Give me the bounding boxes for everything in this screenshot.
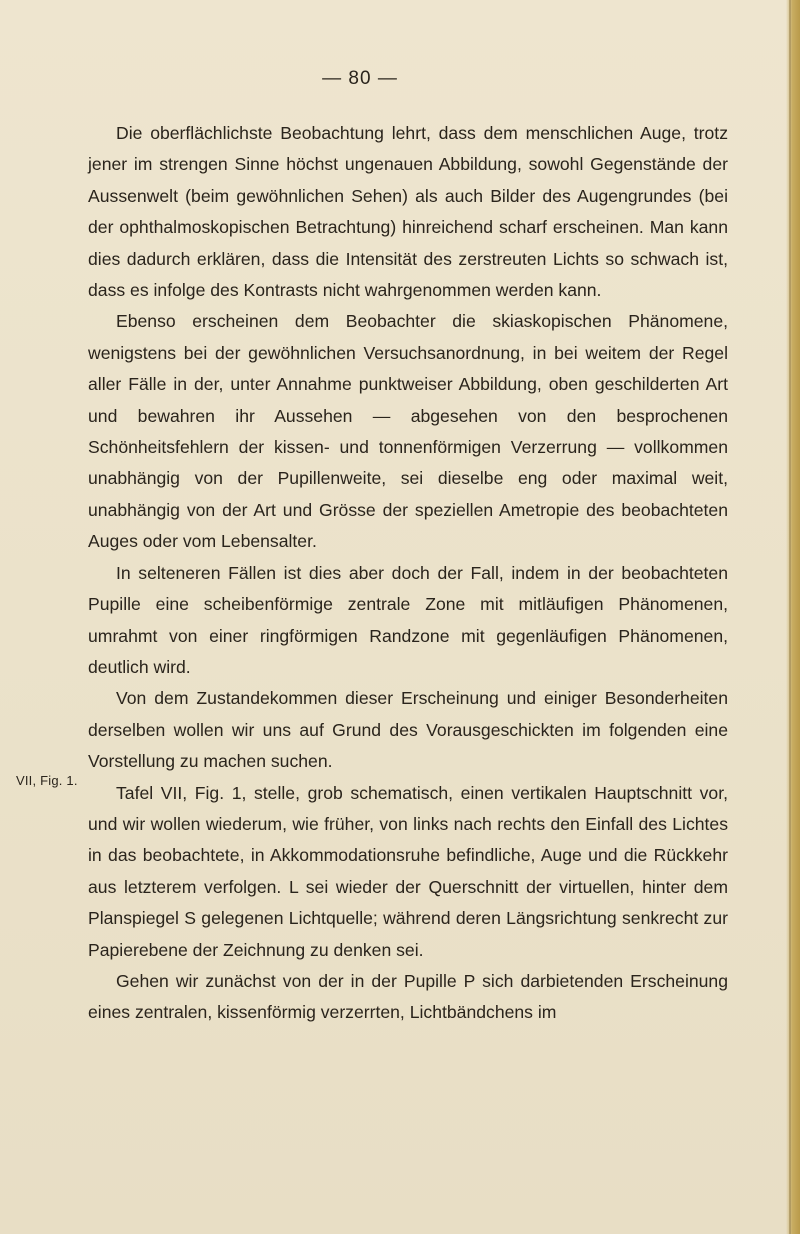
margin-note: VII, Fig. 1. bbox=[16, 773, 78, 788]
paragraph: Ebenso erscheinen dem Beobachter die skiaskopischen Phänomene, wenigstens bei der gewöhnlichen Versuchsanordnung, in bei weitem der Regel aller Fälle in der, unter Annahme punktweiser Abbildung, oben geschilderten Art und bewahren ihr Aussehen — abgesehen von den besprochenen Schönheitsfehlern der kissen- und tonnenförmigen Verzerrung — vollkommen unabhängig von der Pupillenweite, sei dieselbe eng oder maximal weit, unabhängig von der Art und Grösse der speziellen Ametropie des beobachteten Auges oder vom Lebensalter. bbox=[88, 311, 728, 552]
body-text bbox=[88, 118, 728, 1029]
paragraph: Die oberflächlichste Beobachtung lehrt, dass dem menschlichen Auge, trotz jener im strengen Sinne höchst ungenauen Abbildung, sowohl Gegenstände der Aussenwelt (beim gewöhnlichen Sehen) als auch Bilder des Augengrundes (bei der ophthalmoskopischen Betrachtung) hinreichend scharf erscheinen. Man kann dies dadurch erklären, dass die Intensität des zerstreuten Lichts so schwach ist, dass es infolge des Kontrasts nicht wahrgenommen werden kann. bbox=[88, 123, 728, 301]
paragraph: In selteneren Fällen ist dies aber doch der Fall, indem in der beobachteten Pupille eine scheibenförmige zentrale Zone mit mitläufigen Phänomenen, umrahmt von einer ringförmigen Randzone mit gegenläufigen Phänomenen, deutlich wird. bbox=[88, 562, 728, 677]
page-number: — 80 — bbox=[322, 68, 398, 89]
paragraph: Gehen wir zunächst von der in der Pupille P sich darbietenden Erscheinung eines zentralen, kissenförmig verzerrten, Lichtbändchens im bbox=[88, 970, 728, 1023]
paragraph: Tafel VII, Fig. 1, stelle, grob schematisch, einen vertikalen Hauptschnitt vor, und wir wollen wiederum, wie früher, von links nach rechts den Einfall des Lichtes in das beobachtete, in Akkommodationsruhe befindliche, Auge und die Rückkehr aus letzterem verfolgen. L sei wieder der Querschnitt der virtuellen, hinter dem Planspiegel S gelegenen Lichtquelle; während deren Längsrichtung senkrecht zur Papierebene der Zeichnung zu denken sei. bbox=[88, 782, 728, 960]
page-edge-line bbox=[789, 0, 791, 1234]
paragraph: Von dem Zustandekommen dieser Erscheinung und einiger Besonderheiten derselben wollen wir uns auf Grund des Vorausgeschickten im folgenden eine Vorstellung zu machen suchen. bbox=[88, 688, 728, 772]
